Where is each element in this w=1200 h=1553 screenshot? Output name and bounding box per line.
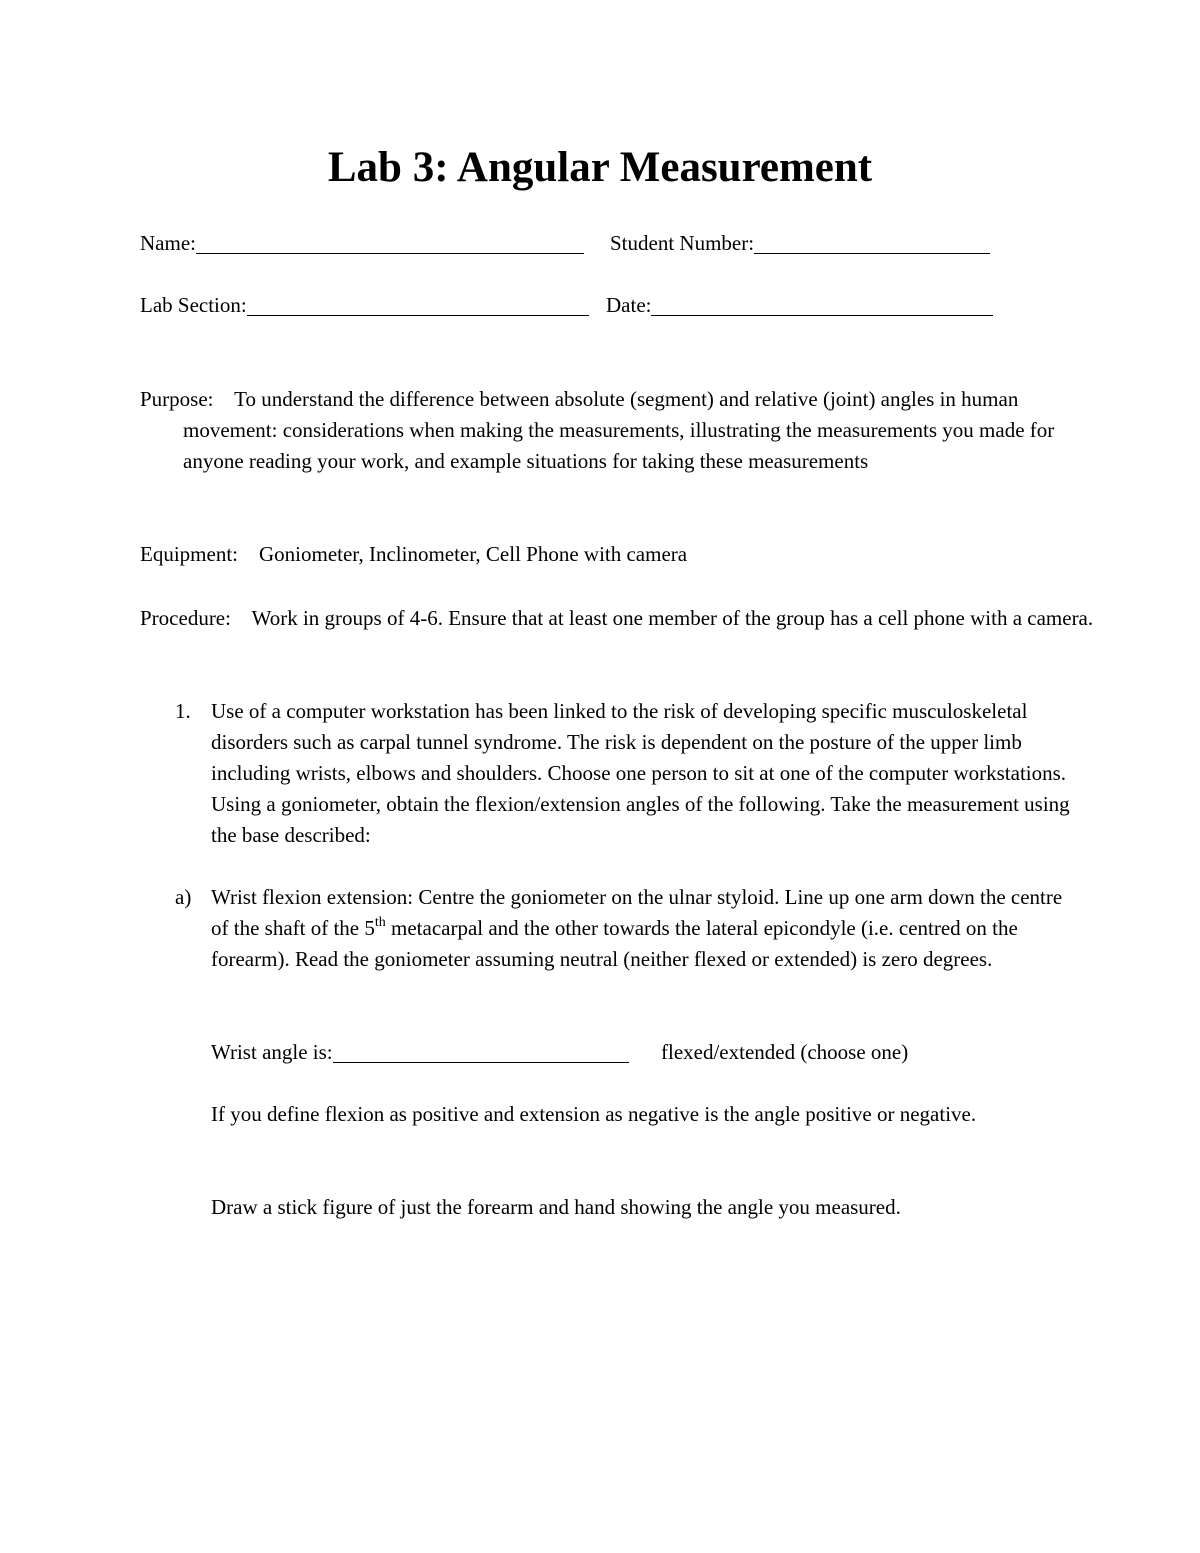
date-label: Date:	[606, 293, 652, 317]
step-a-superscript: th	[374, 915, 386, 930]
student-number-blank[interactable]	[754, 231, 990, 254]
step-a-text-after: metacarpal and the other towards the lateral epicondyle (i.e. centred on the forearm). Read the goniometer assuming neutral (neither flexed or extended) is zero degrees.	[211, 916, 1018, 971]
student-number-label: Student Number:	[610, 231, 755, 255]
step-1-text: Use of a computer workstation has been linked to the risk of developing specific musculoskeletal disorders such as carpal tunnel syndrome. The risk is dependent on the posture of the upper limb including wrists, elbows and shoulders. Choose one person to sit at one of the computer workstations. Using a goniometer, obtain the flexion/extension angles of the following. Take the measurement using the base described:	[211, 699, 1070, 847]
lab-section-label: Lab Section:	[140, 293, 247, 317]
page-title: Lab 3: Angular Measurement	[327, 144, 873, 191]
wrist-angle-label: Wrist angle is:	[211, 1040, 333, 1064]
purpose-text: To understand the difference between absolute (segment) and relative (joint) angles in human movement: considerations when making the measurements, illustrating the measurements you made for anyone reading your work, and example situations for taking these measurements	[183, 387, 1055, 473]
purpose-paragraph	[140, 384, 1108, 477]
date-blank[interactable]	[651, 293, 993, 316]
sign-question: If you define flexion as positive and extension as negative is the angle positive or negative.	[211, 1102, 977, 1126]
lab-section-field	[140, 290, 589, 321]
step-a-text	[211, 882, 1071, 975]
name-blank[interactable]	[196, 231, 584, 254]
procedure-paragraph	[140, 603, 1108, 634]
name-field	[140, 228, 584, 259]
wrist-angle-field	[211, 1037, 629, 1068]
draw-instruction: Draw a stick figure of just the forearm and hand showing the angle you measured.	[211, 1195, 901, 1219]
drawing-area[interactable]	[211, 1240, 1071, 1520]
student-number-field	[610, 228, 990, 259]
wrist-angle-blank[interactable]	[333, 1040, 629, 1063]
name-label: Name:	[140, 231, 196, 255]
equipment-paragraph	[140, 539, 1108, 570]
step-1-marker: 1.	[175, 699, 191, 723]
procedure-text: Work in groups of 4-6. Ensure that at least one member of the group has a cell phone with a camera.	[251, 606, 1094, 630]
procedure-label: Procedure:	[140, 606, 231, 630]
step-a-text-before: Wrist flexion extension: Centre the goniometer on the ulnar styloid. Line up one arm down the centre of the shaft of the 5	[211, 885, 1063, 940]
step-a-marker: a)	[175, 885, 192, 909]
equipment-text: Goniometer, Inclinometer, Cell Phone with camera	[259, 542, 688, 566]
wrist-angle-choice: flexed/extended (choose one)	[661, 1040, 909, 1064]
purpose-label: Purpose:	[140, 387, 214, 411]
equipment-label: Equipment:	[140, 542, 238, 566]
date-field	[606, 290, 993, 321]
lab-section-blank[interactable]	[247, 293, 589, 316]
